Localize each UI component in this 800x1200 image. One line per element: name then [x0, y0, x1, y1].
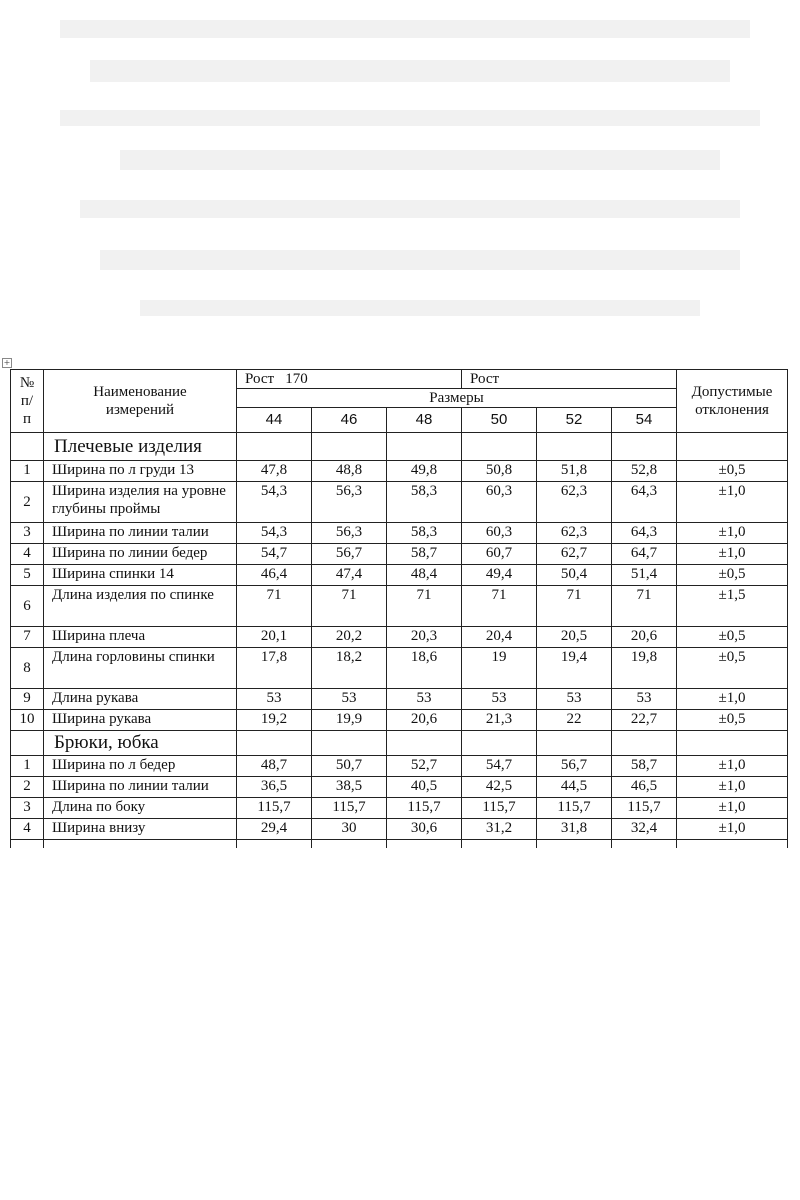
size-value-cell: 60,3: [462, 482, 537, 523]
size-value-cell: 20,6: [612, 627, 677, 648]
size-value-cell: 32,4: [612, 819, 677, 840]
tolerance-value: ±1,0: [677, 819, 788, 840]
tolerance-value: ±1,0: [677, 798, 788, 819]
table-row: [11, 482, 788, 523]
empty-cell: [11, 840, 44, 848]
size-value-cell: 58,7: [612, 756, 677, 777]
tolerance-value: ±0,5: [677, 710, 788, 731]
row-number: 7: [11, 627, 44, 648]
row-number: 2: [11, 777, 44, 798]
num-header-line-2: п/: [20, 393, 34, 409]
empty-cell: [612, 840, 677, 848]
size-value-cell: 71: [237, 586, 312, 627]
section-title-empty-cell: [312, 433, 387, 461]
table-row: [11, 756, 788, 777]
size-50: 50: [462, 408, 537, 433]
watermark-background: [0, 0, 800, 360]
size-value-cell: 62,3: [537, 482, 612, 523]
size-value-cell: 56,7: [312, 544, 387, 565]
size-value-cell: 52,7: [387, 756, 462, 777]
size-value-cell: 20,5: [537, 627, 612, 648]
empty-trailing-row: [11, 840, 788, 848]
size-value-cell: 20,3: [387, 627, 462, 648]
table-row: [11, 544, 788, 565]
size-value-cell: 62,3: [537, 523, 612, 544]
size-value-cell: 19: [462, 648, 537, 689]
name-header-line-1: Наименование: [93, 384, 187, 400]
size-value-cell: 48,8: [312, 461, 387, 482]
measurement-name: Ширина по л бедер: [44, 756, 237, 777]
row-number: 1: [11, 461, 44, 482]
size-value-cell: 53: [612, 689, 677, 710]
size-value-cell: 53: [312, 689, 387, 710]
empty-cell: [677, 840, 788, 848]
size-value-cell: 19,2: [237, 710, 312, 731]
size-value-cell: 54,3: [237, 482, 312, 523]
empty-cell: [387, 840, 462, 848]
tolerance-header-line-2: отклонения: [695, 402, 769, 418]
measurement-name: Ширина по л груди 13: [44, 461, 237, 482]
table-row: [11, 777, 788, 798]
section-title-empty-cell: [237, 433, 312, 461]
num-header: [11, 370, 44, 433]
measurement-name: Ширина плеча: [44, 627, 237, 648]
size-value-cell: 64,3: [612, 523, 677, 544]
size-value-cell: 115,7: [312, 798, 387, 819]
num-header-line-1: №: [19, 375, 35, 391]
size-value-cell: 19,4: [537, 648, 612, 689]
tolerance-value: ±1,0: [677, 523, 788, 544]
size-value-cell: 31,2: [462, 819, 537, 840]
section-title-row: [11, 433, 788, 461]
name-header: [44, 370, 237, 433]
size-value-cell: 50,4: [537, 565, 612, 586]
size-value-cell: 54,7: [237, 544, 312, 565]
size-value-cell: 22,7: [612, 710, 677, 731]
size-value-cell: 54,7: [462, 756, 537, 777]
size-value-cell: 71: [462, 586, 537, 627]
empty-cell: [44, 840, 237, 848]
size-value-cell: 60,3: [462, 523, 537, 544]
name-header-line-2: измерений: [105, 402, 175, 418]
measurement-name: Длина рукава: [44, 689, 237, 710]
size-value-cell: 47,8: [237, 461, 312, 482]
size-value-cell: 62,7: [537, 544, 612, 565]
size-value-cell: 29,4: [237, 819, 312, 840]
size-value-cell: 71: [387, 586, 462, 627]
size-value-cell: 64,3: [612, 482, 677, 523]
size-value-cell: 18,6: [387, 648, 462, 689]
table-move-handle-icon[interactable]: +: [3, 358, 11, 367]
table-row: [11, 523, 788, 544]
tolerance-value: ±1,0: [677, 482, 788, 523]
size-value-cell: 20,1: [237, 627, 312, 648]
size-value-cell: 46,5: [612, 777, 677, 798]
num-header-line-3: п: [22, 411, 32, 427]
size-value-cell: 19,8: [612, 648, 677, 689]
table-row: [11, 586, 788, 627]
row-number: 6: [11, 586, 44, 627]
size-value-cell: 71: [537, 586, 612, 627]
row-number: 9: [11, 689, 44, 710]
empty-cell: [237, 840, 312, 848]
tolerance-value: ±0,5: [677, 648, 788, 689]
row-number: 3: [11, 798, 44, 819]
tolerance-value: ±0,5: [677, 627, 788, 648]
table-row: [11, 819, 788, 840]
size-value-cell: 71: [312, 586, 387, 627]
size-value-cell: 50,8: [462, 461, 537, 482]
size-value-cell: 30,6: [387, 819, 462, 840]
section-title-row: [11, 731, 788, 756]
section-title: Брюки, юбка: [44, 731, 237, 756]
section-title-empty-cell: [677, 433, 788, 461]
size-value-cell: 52,8: [612, 461, 677, 482]
row-number: 4: [11, 544, 44, 565]
section-title-empty-cell: [237, 731, 312, 756]
size-value-cell: 42,5: [462, 777, 537, 798]
tolerance-value: ±0,5: [677, 565, 788, 586]
size-value-cell: 49,8: [387, 461, 462, 482]
size-value-cell: 22: [537, 710, 612, 731]
tolerance-value: ±1,0: [677, 756, 788, 777]
measurement-name: Длина изделия по спинке: [44, 586, 237, 627]
header-row-1: [11, 370, 788, 389]
size-value-cell: 56,3: [312, 482, 387, 523]
size-value-cell: 49,4: [462, 565, 537, 586]
tolerance-value: ±1,0: [677, 689, 788, 710]
empty-cell: [537, 840, 612, 848]
size-54: 54: [612, 408, 677, 433]
rost-right-header: Рост: [462, 370, 677, 389]
section-title-empty-cell: [537, 731, 612, 756]
row-number: 10: [11, 710, 44, 731]
measurements-table: [10, 369, 788, 848]
section-title-num-cell: [11, 433, 44, 461]
size-value-cell: 53: [387, 689, 462, 710]
size-value-cell: 20,2: [312, 627, 387, 648]
size-value-cell: 71: [612, 586, 677, 627]
tolerance-value: ±1,0: [677, 544, 788, 565]
size-value-cell: 58,7: [387, 544, 462, 565]
section-title-empty-cell: [537, 433, 612, 461]
size-value-cell: 36,5: [237, 777, 312, 798]
section-title-empty-cell: [612, 731, 677, 756]
size-value-cell: 40,5: [387, 777, 462, 798]
size-value-cell: 115,7: [237, 798, 312, 819]
size-value-cell: 48,7: [237, 756, 312, 777]
size-value-cell: 21,3: [462, 710, 537, 731]
size-46: 46: [312, 408, 387, 433]
size-value-cell: 53: [537, 689, 612, 710]
table-row: [11, 627, 788, 648]
tolerance-value: ±1,0: [677, 777, 788, 798]
size-52: 52: [537, 408, 612, 433]
size-value-cell: 56,3: [312, 523, 387, 544]
row-number: 2: [11, 482, 44, 523]
table-row: [11, 461, 788, 482]
sizes-header: Размеры: [237, 389, 677, 408]
empty-cell: [462, 840, 537, 848]
size-value-cell: 46,4: [237, 565, 312, 586]
size-value-cell: 64,7: [612, 544, 677, 565]
size-value-cell: 58,3: [387, 523, 462, 544]
measurement-name: Ширина спинки 14: [44, 565, 237, 586]
size-value-cell: 30: [312, 819, 387, 840]
table-row: [11, 648, 788, 689]
section-title-empty-cell: [462, 731, 537, 756]
size-value-cell: 115,7: [612, 798, 677, 819]
size-value-cell: 51,4: [612, 565, 677, 586]
measurement-name: Ширина по линии талии: [44, 523, 237, 544]
row-number: 8: [11, 648, 44, 689]
size-value-cell: 56,7: [537, 756, 612, 777]
row-number: 5: [11, 565, 44, 586]
section-title-empty-cell: [462, 433, 537, 461]
size-value-cell: 20,4: [462, 627, 537, 648]
size-value-cell: 53: [237, 689, 312, 710]
measurement-name: Длина по боку: [44, 798, 237, 819]
tolerance-header-line-1: Допустимые: [691, 384, 773, 400]
empty-cell: [312, 840, 387, 848]
size-value-cell: 115,7: [387, 798, 462, 819]
section-title-num-cell: [11, 731, 44, 756]
size-value-cell: 54,3: [237, 523, 312, 544]
measurement-name: Ширина по линии талии: [44, 777, 237, 798]
table-row: [11, 689, 788, 710]
section-title-empty-cell: [612, 433, 677, 461]
size-value-cell: 115,7: [537, 798, 612, 819]
size-value-cell: 53: [462, 689, 537, 710]
size-value-cell: 20,6: [387, 710, 462, 731]
row-number: 4: [11, 819, 44, 840]
size-value-cell: 50,7: [312, 756, 387, 777]
section-title-empty-cell: [387, 433, 462, 461]
size-value-cell: 60,7: [462, 544, 537, 565]
tolerance-header: [677, 370, 788, 433]
size-value-cell: 115,7: [462, 798, 537, 819]
size-value-cell: 44,5: [537, 777, 612, 798]
size-value-cell: 18,2: [312, 648, 387, 689]
section-title-empty-cell: [387, 731, 462, 756]
size-value-cell: 48,4: [387, 565, 462, 586]
tolerance-value: ±1,5: [677, 586, 788, 627]
table-row: [11, 710, 788, 731]
size-value-cell: 47,4: [312, 565, 387, 586]
row-number: 1: [11, 756, 44, 777]
tolerance-value: ±0,5: [677, 461, 788, 482]
section-title-empty-cell: [312, 731, 387, 756]
measurement-name: Длина горловины спинки: [44, 648, 237, 689]
size-48: 48: [387, 408, 462, 433]
table-row: [11, 565, 788, 586]
measurement-name: Ширина изделия на уровне глубины проймы: [44, 482, 237, 523]
section-title: Плечевые изделия: [44, 433, 237, 461]
size-44: 44: [237, 408, 312, 433]
size-value-cell: 19,9: [312, 710, 387, 731]
size-value-cell: 38,5: [312, 777, 387, 798]
size-value-cell: 58,3: [387, 482, 462, 523]
section-title-empty-cell: [677, 731, 788, 756]
measurement-name: Ширина внизу: [44, 819, 237, 840]
rost-left-header: Рост 170: [237, 370, 462, 389]
size-value-cell: 51,8: [537, 461, 612, 482]
row-number: 3: [11, 523, 44, 544]
size-value-cell: 17,8: [237, 648, 312, 689]
size-value-cell: 31,8: [537, 819, 612, 840]
measurement-name: Ширина по линии бедер: [44, 544, 237, 565]
measurement-name: Ширина рукава: [44, 710, 237, 731]
table-row: [11, 798, 788, 819]
